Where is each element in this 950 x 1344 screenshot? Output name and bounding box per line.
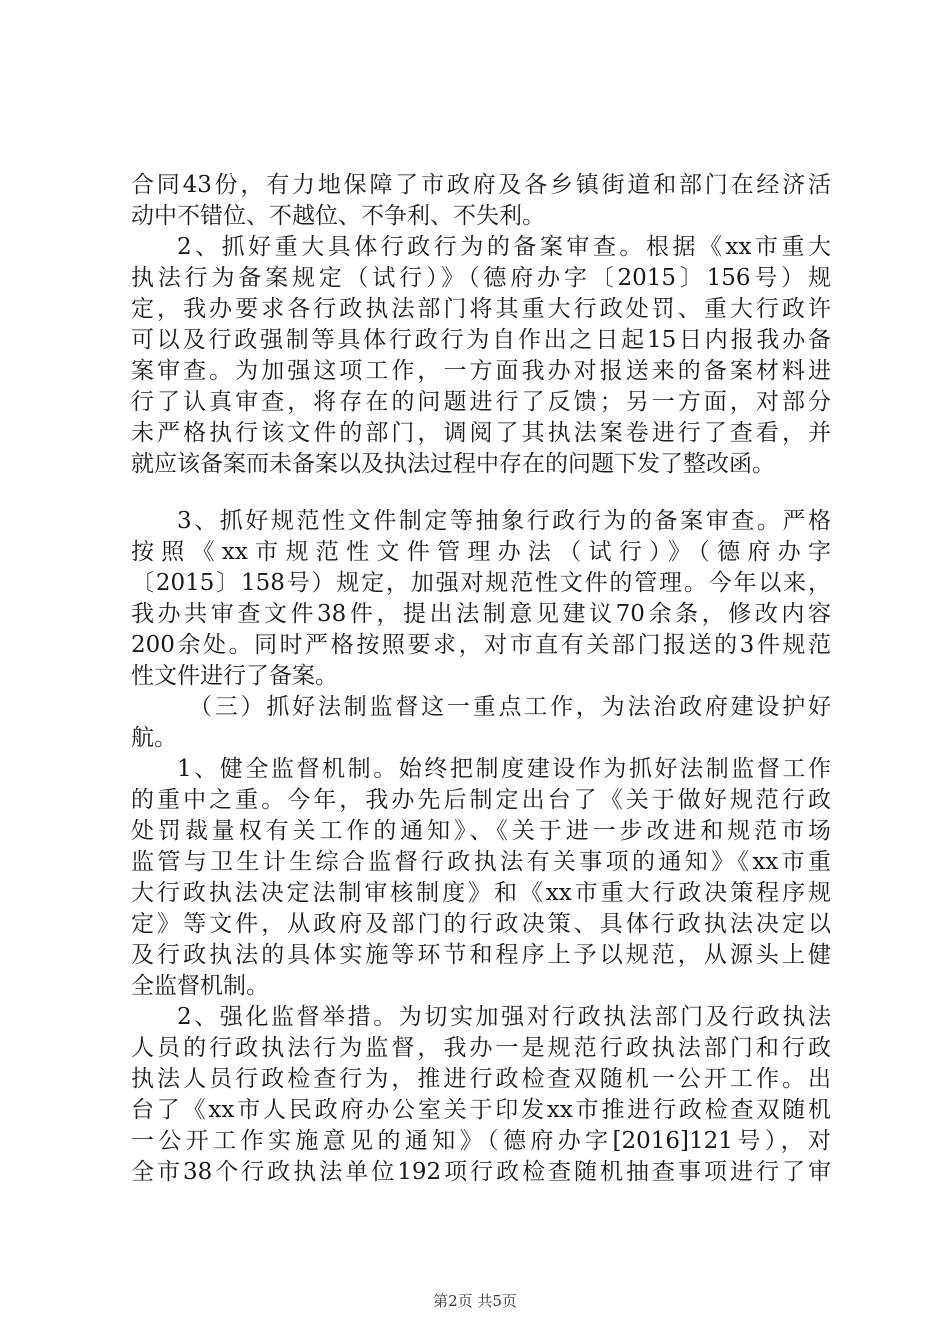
text-line: 1、健全监督机制。始终把制度建设作为抓好法制监督工作 <box>177 756 831 782</box>
text-line: 定》等文件，从政府及部门的行政决策、具体行政执法决定以 <box>131 911 831 937</box>
text-line: 一公开工作实施意见的通知》（德府办字[2016]121号），对 <box>131 1128 831 1154</box>
text-line: 监管与卫生计生综合监督行政执法有关事项的通知》《xx市重 <box>131 849 831 875</box>
text-line: 及行政执法的具体实施等环节和程序上予以规范，从源头上健 <box>131 942 831 968</box>
text-line: 2、抓好重大具体行政行为的备案审查。根据《xx市重大 <box>177 234 831 260</box>
text-line: 行了认真审查，将存在的问题进行了反馈；另一方面，对部分 <box>131 389 831 415</box>
text-line: 合同43份，有力地保障了市政府及各乡镇街道和部门在经济活 <box>131 172 831 198</box>
text-line: 处罚裁量权有关工作的通知》、《关于进一步改进和规范市场 <box>131 818 831 844</box>
text-line: 执法行为备案规定（试行）》（德府办字〔2015〕156号）规 <box>131 265 831 291</box>
text-line: 200余处。同时严格按照要求，对市直有关部门报送的3件规范 <box>131 632 831 658</box>
paragraph-gap <box>131 480 831 506</box>
text-line: 可以及行政强制等具体行政行为自作出之日起15日内报我办备 <box>131 327 831 353</box>
text-line: 〔2015〕158号）规定，加强对规范性文件的管理。今年以来， <box>131 570 831 596</box>
text-line: 的重中之重。今年，我办先后制定出台了《关于做好规范行政 <box>131 787 831 813</box>
text-line: 大行政执法决定法制审核制度》和《xx市重大行政决策程序规 <box>131 880 831 906</box>
document-body <box>131 170 831 1188</box>
text-line: 2、强化监督举措。为切实加强对行政执法部门及行政执法 <box>177 1004 831 1030</box>
text-line: 未严格执行该文件的部门，调阅了其执法案卷进行了查看，并 <box>131 420 831 446</box>
text-line: 全监督机制。 <box>131 973 269 999</box>
text-line: 案审查。为加强这项工作，一方面我办对报送来的备案材料进 <box>131 358 831 384</box>
section-heading-line: （三）抓好法制监督这一重点工作，为法治政府建设护好 <box>189 694 831 720</box>
text-line: 台了《xx市人民政府办公室关于印发xx市推进行政检查双随机 <box>131 1097 831 1123</box>
text-line: 性文件进行了备案。 <box>131 663 338 689</box>
text-line: 就应该备案而未备案以及执法过程中存在的问题下发了整改函。 <box>131 451 775 477</box>
page-footer <box>0 1290 950 1311</box>
text-line: 人员的行政执法行为监督，我办一是规范行政执法部门和行政 <box>131 1035 831 1061</box>
text-line: 执法人员行政检查行为，推进行政检查双随机一公开工作。出 <box>131 1066 831 1092</box>
text-line: 全市38个行政执法单位192项行政检查随机抽查事项进行了审 <box>131 1159 831 1185</box>
text-line: 定，我办要求各行政执法部门将其重大行政处罚、重大行政许 <box>131 296 831 322</box>
text-line: 3、抓好规范性文件制定等抽象行政行为的备案审查。严格 <box>177 508 831 534</box>
text-line: 动中不错位、不越位、不争利、不失利。 <box>131 203 545 229</box>
text-line: 我办共审查文件38件，提出法制意见建议70余条，修改内容 <box>131 601 831 627</box>
section-heading-line: 航。 <box>131 725 177 751</box>
text-line: 按照《xx市规范性文件管理办法（试行）》（德府办字 <box>131 539 831 565</box>
page-number-label: 第2页 共5页 <box>433 1292 517 1310</box>
